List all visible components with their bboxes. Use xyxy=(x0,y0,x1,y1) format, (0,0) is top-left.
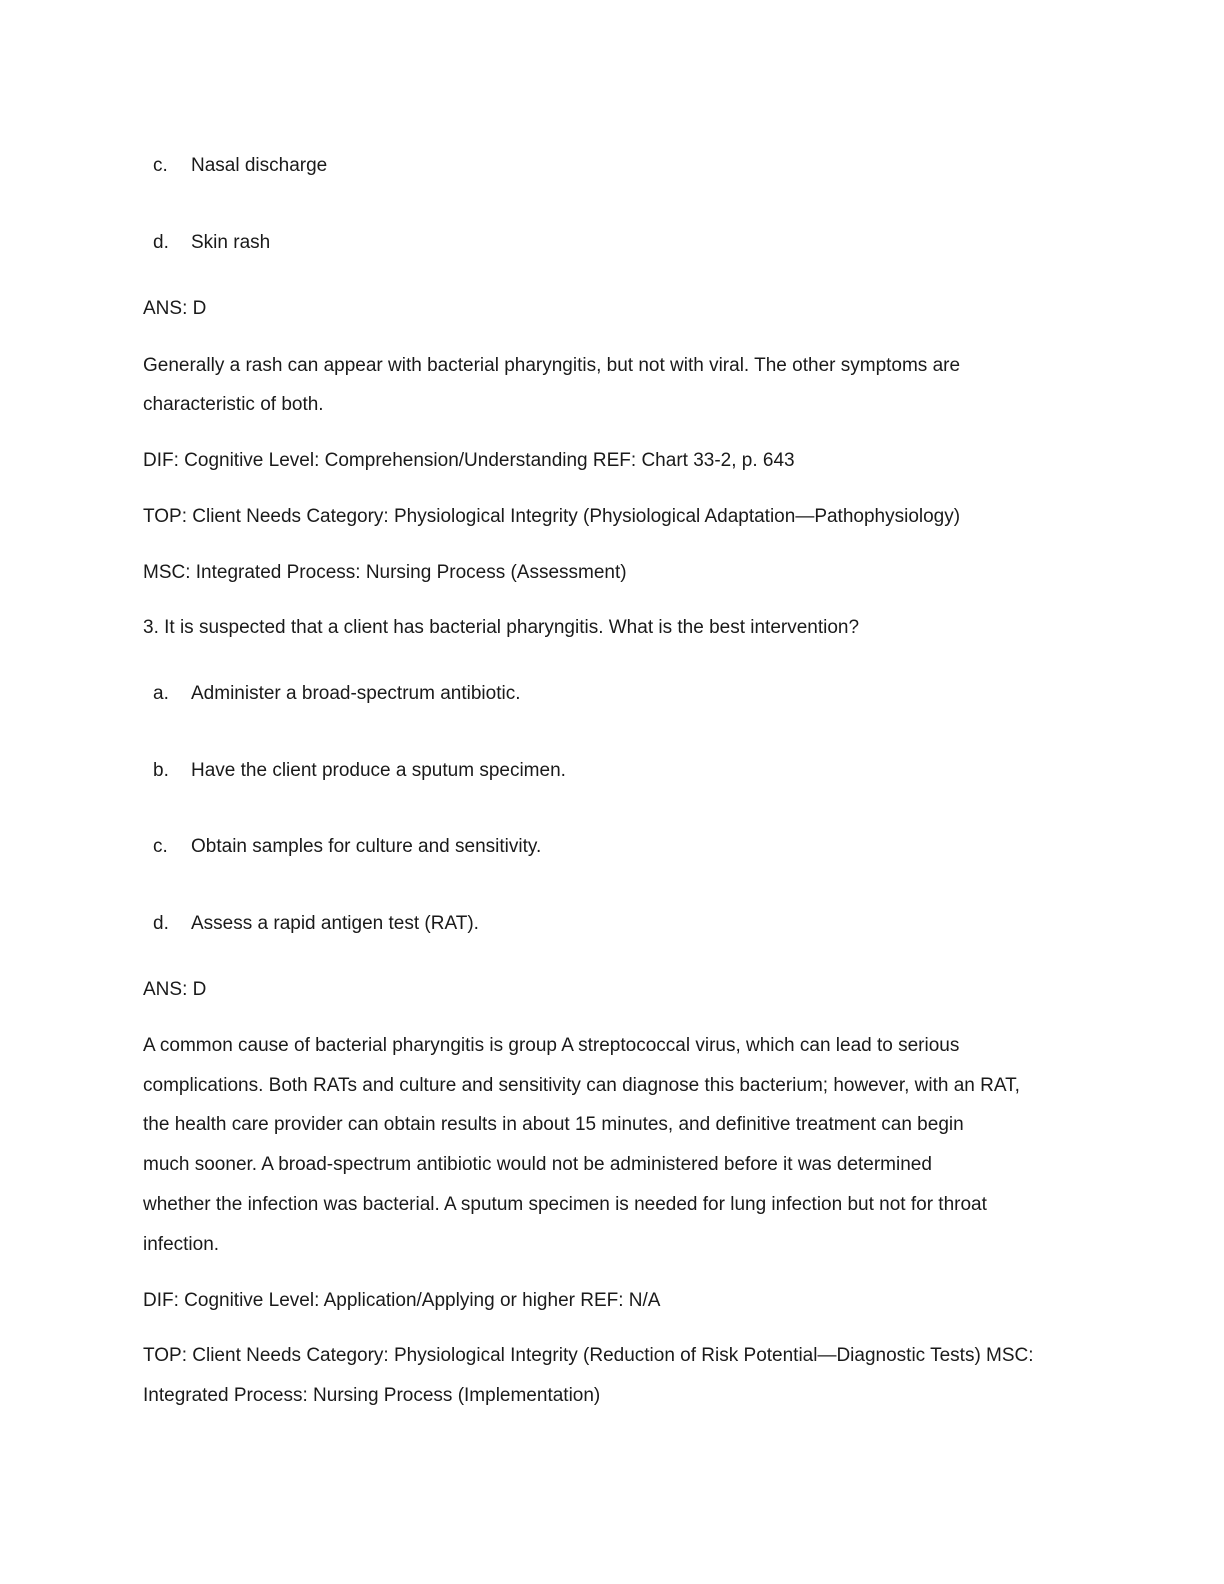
option-text: Skin rash xyxy=(191,232,271,253)
topic-msc-line: Integrated Process: Nursing Process (Implementation) xyxy=(143,1385,601,1406)
rationale-line: the health care provider can obtain results in about 15 minutes, and definitive treatment can begin xyxy=(143,1114,964,1135)
option-c xyxy=(153,155,327,177)
difficulty-line: DIF: Cognitive Level: Application/Applying or higher REF: N/A xyxy=(143,1290,661,1311)
option-letter: d. xyxy=(153,232,169,253)
option-text: Obtain samples for culture and sensitivity. xyxy=(191,836,542,857)
option-letter: b. xyxy=(153,760,169,781)
answer-line: ANS: D xyxy=(143,298,207,319)
question-text: 3. It is suspected that a client has bacterial pharyngitis. What is the best intervention? xyxy=(143,617,860,638)
rationale-line: much sooner. A broad-spectrum antibiotic would not be administered before it was determined xyxy=(143,1154,932,1175)
topic-msc-line: TOP: Client Needs Category: Physiological Integrity (Reduction of Risk Potential—Diagnostic Tests) MSC: xyxy=(143,1345,1034,1366)
rationale-line: complications. Both RATs and culture and sensitivity can diagnose this bacterium; however, with an RAT, xyxy=(143,1075,1020,1096)
rationale-line: infection. xyxy=(143,1234,220,1255)
option-b xyxy=(153,760,566,782)
option-letter: d. xyxy=(153,913,169,934)
option-d xyxy=(153,913,479,935)
rationale-line: A common cause of bacterial pharyngitis is group A streptococcal virus, which can lead to serious xyxy=(143,1035,960,1056)
difficulty-line: DIF: Cognitive Level: Comprehension/Understanding REF: Chart 33-2, p. 643 xyxy=(143,450,795,471)
option-letter: c. xyxy=(153,155,168,176)
option-c xyxy=(153,836,541,858)
option-d xyxy=(153,232,270,254)
rationale-line: characteristic of both. xyxy=(143,394,324,415)
rationale-line: Generally a rash can appear with bacterial pharyngitis, but not with viral. The other symptoms are xyxy=(143,355,961,376)
option-text: Administer a broad-spectrum antibiotic. xyxy=(191,683,521,704)
topic-line: TOP: Client Needs Category: Physiological Integrity (Physiological Adaptation—Pathophysiology) xyxy=(143,506,961,527)
option-letter: c. xyxy=(153,836,168,857)
option-text: Have the client produce a sputum specimen. xyxy=(191,760,566,781)
option-text: Assess a rapid antigen test (RAT). xyxy=(191,913,479,934)
option-letter: a. xyxy=(153,683,169,704)
rationale-line: whether the infection was bacterial. A sputum specimen is needed for lung infection but not for throat xyxy=(143,1194,987,1215)
option-text: Nasal discharge xyxy=(191,155,328,176)
answer-line: ANS: D xyxy=(143,979,207,1000)
msc-line: MSC: Integrated Process: Nursing Process (Assessment) xyxy=(143,562,627,583)
option-a xyxy=(153,683,520,705)
